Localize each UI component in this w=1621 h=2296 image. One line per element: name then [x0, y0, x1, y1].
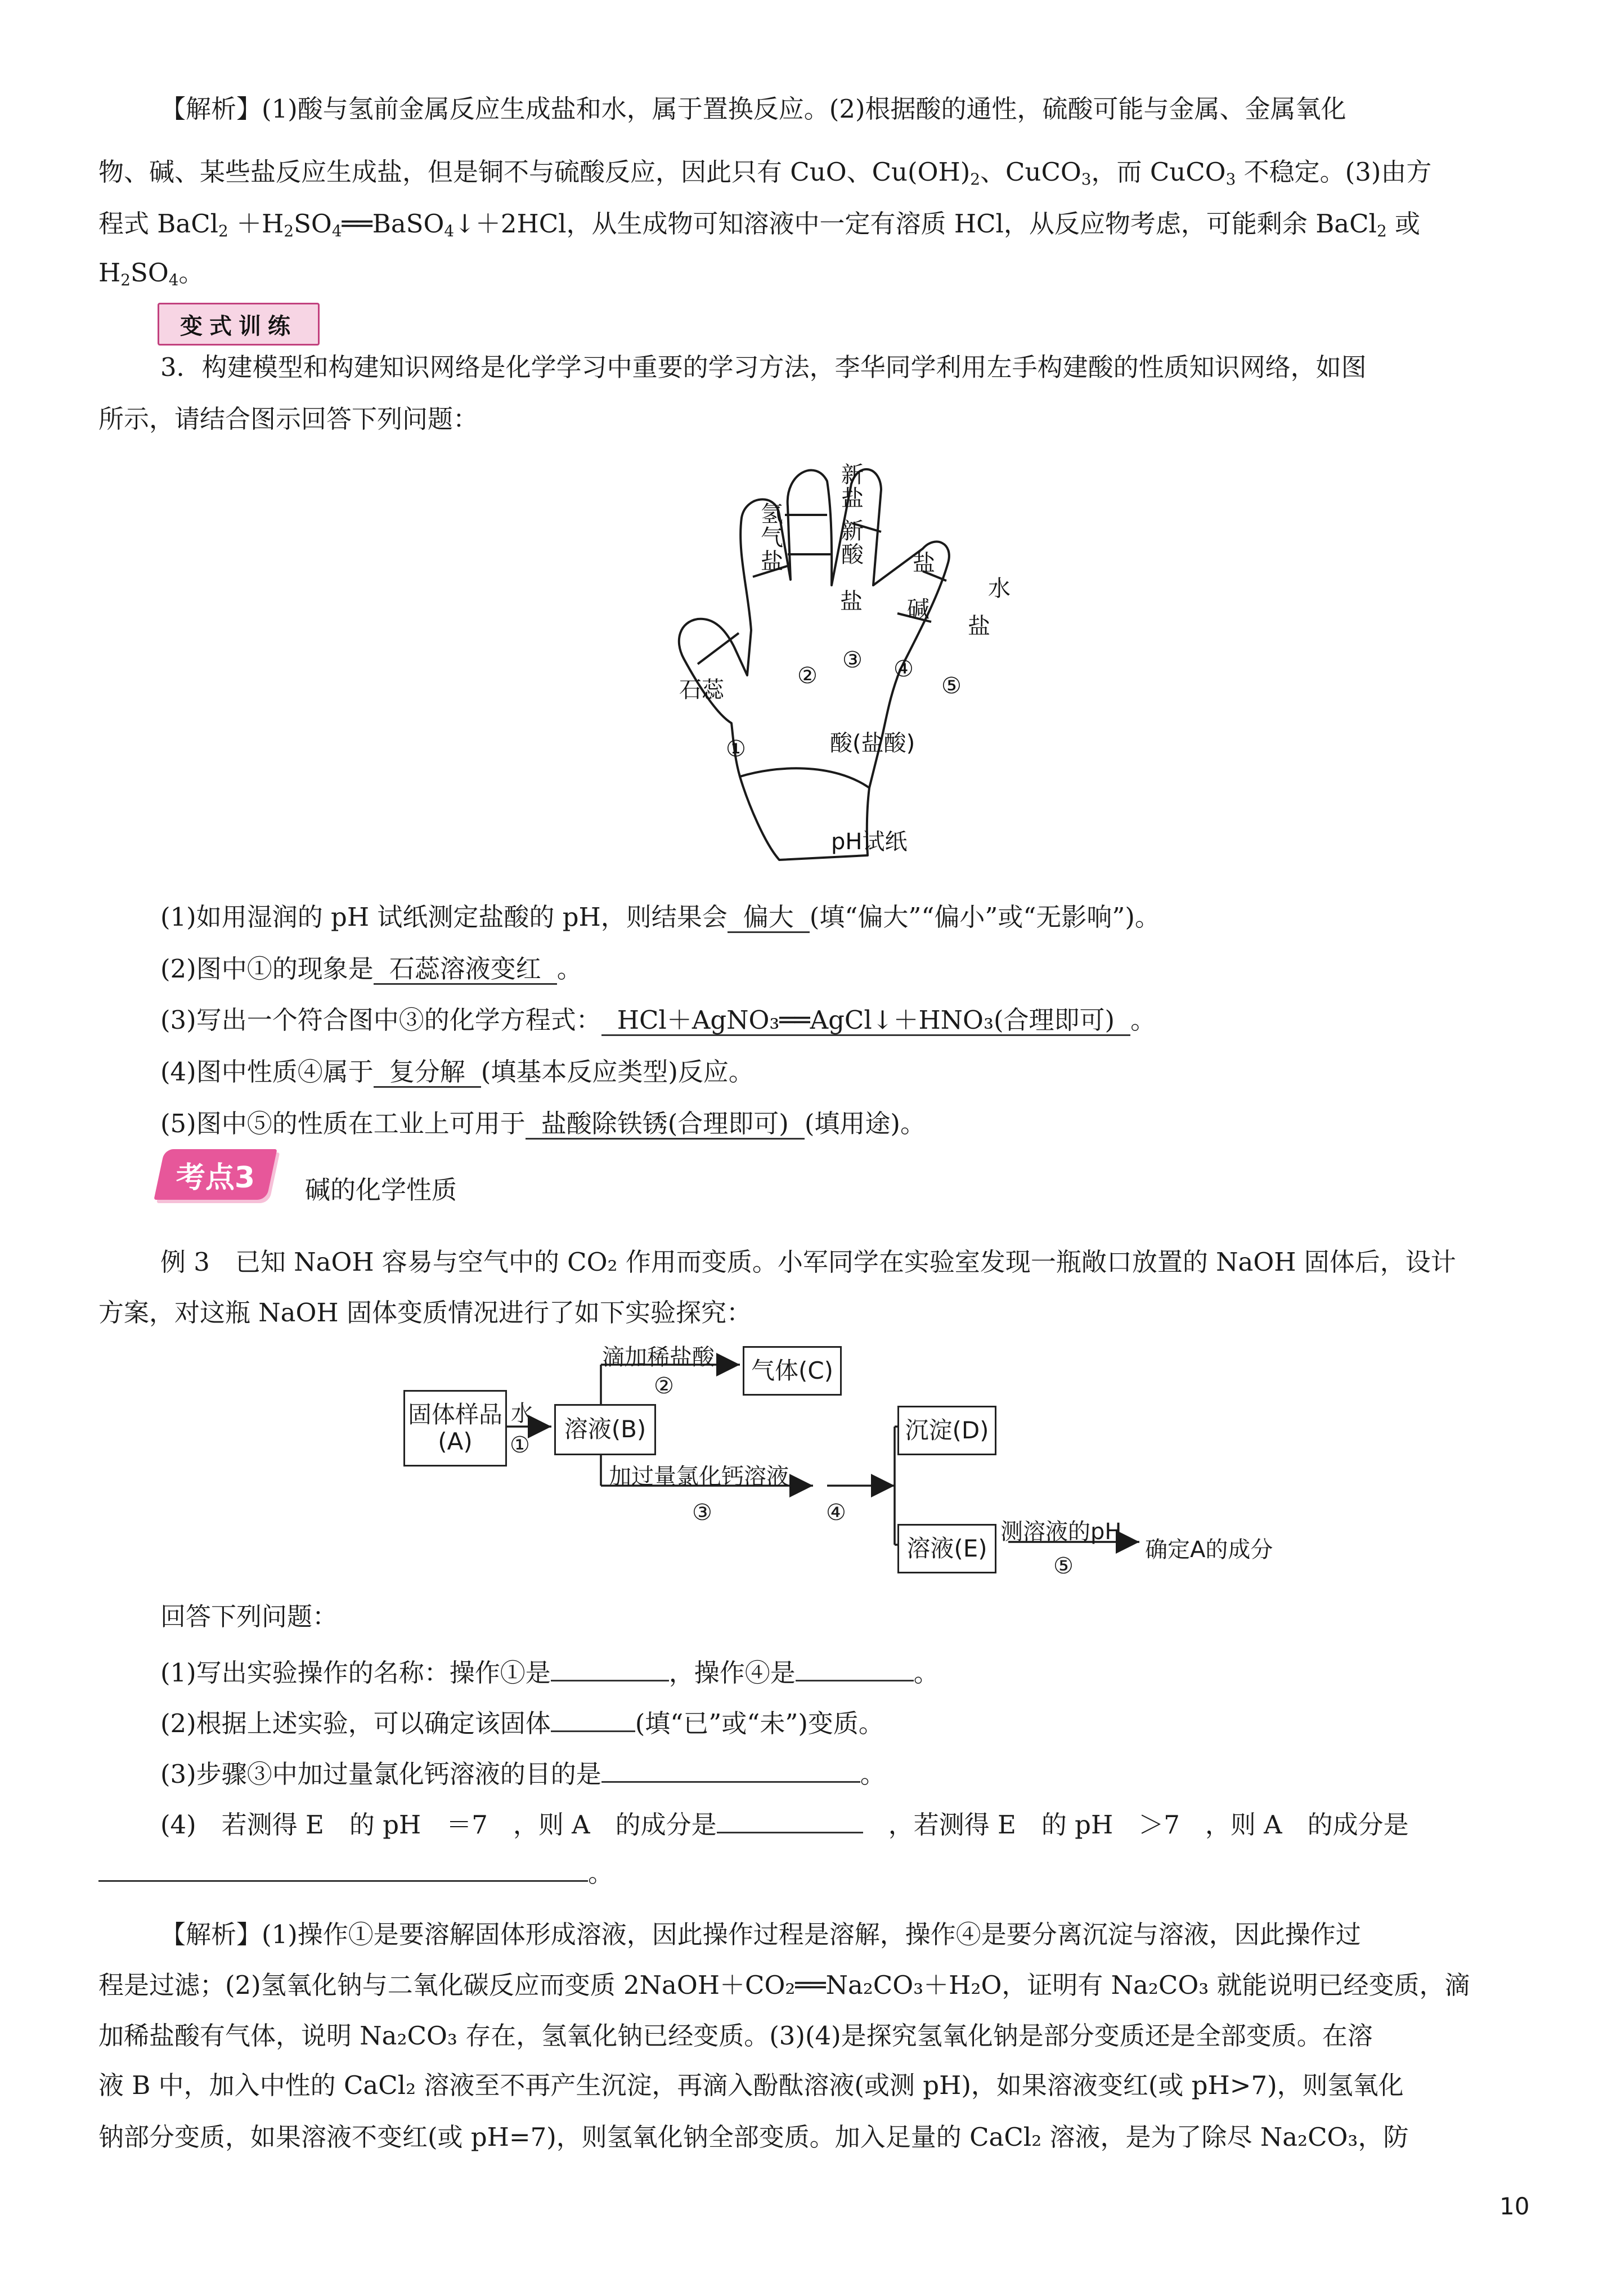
fill-blank[interactable]	[601, 1756, 860, 1783]
analysis-paragraph-1: 【解析】(1)酸与氢前金属反应生成盐和水，属于置换反应。(2)根据酸的通性，硫酸可能与金属、金属氧化	[160, 94, 1346, 124]
flow-box-solid-sample: 固体样品(A)	[403, 1390, 507, 1467]
palm-label: 酸(盐酸)	[830, 730, 915, 756]
flow-label-step-3: ③	[692, 1500, 712, 1526]
circle-5: ⑤	[941, 673, 962, 699]
fill-blank[interactable]	[551, 1654, 669, 1681]
flow-label-step-1: ①	[510, 1432, 530, 1458]
analysis2-line-5: 钠部分变质，如果溶液不变红(或 pH=7)，则氢氧化钠全部变质。加入足量的 CaCl₂ 溶液，是为了除尽 Na₂CO₃，防	[98, 2122, 1409, 2152]
hand-diagram	[664, 450, 979, 889]
flow-label-step-2: ②	[654, 1373, 674, 1399]
flow-label-measure-ph: 测溶液的pH	[1000, 1519, 1122, 1545]
answer-blank-5: 盐酸除铁锈(合理即可)	[526, 1110, 805, 1140]
finger-salt-label: 盐	[840, 589, 863, 615]
variant-training-tag: 变式训练	[158, 303, 320, 346]
ex3-question-4: (4) 若测得 E 的 pH ＝7 ，则 A 的成分是 ，若测得 E 的 pH ＞7 ，则 A 的成分是	[160, 1806, 1409, 1837]
analysis2-line-2: 程是过滤；(2)氢氧化钠与二氧化碳反应而变质 2NaOH＋CO₂══Na₂CO₃＋H₂O，证明有 Na₂CO₃ 就能说明已经变质，滴	[98, 1970, 1470, 2000]
subquestion-5: (5)图中⑤的性质在工业上可用于 盐酸除铁锈(合理即可) (填用途)。	[160, 1109, 926, 1138]
fill-blank[interactable]	[98, 1855, 588, 1882]
answer-blank-1: 偏大	[728, 903, 810, 933]
circle-2: ②	[797, 663, 818, 689]
answer-blank-2: 石蕊溶液变红	[374, 955, 557, 985]
analysis-line-2: 物、碱、某些盐反应生成盐，但是铜不与硫酸反应，因此只有 CuO、$Cu(OH)_2$、CuCO$_3$，而 CuCO$_3$ 不稳定。(3)由方	[98, 157, 1432, 189]
page-number: 10	[1499, 2192, 1530, 2220]
analysis2-line-1: 【解析】(1)操作①是要溶解固体形成溶液，因此操作过程是溶解，操作④是要分离沉淀与溶液，因此操作过	[160, 1920, 1361, 1949]
question-3-stem-2: 所示，请结合图示回答下列问题：	[98, 404, 479, 434]
finger-new-salt-label: 新盐	[841, 462, 864, 512]
finger-new-acid-label: 新酸	[841, 518, 864, 568]
circle-3: ③	[842, 647, 863, 673]
analysis-line-4: $H_2SO_4$。	[98, 258, 204, 289]
answer-intro: 回答下列问题：	[160, 1602, 338, 1631]
finger-salt2-label: 盐	[913, 550, 935, 576]
analysis2-line-4: 液 B 中，加入中性的 CaCl₂ 溶液至不再产生沉淀，再滴入酚酞溶液(或测 pH)，如果溶液变红(或 pH>7)，则氢氧化	[98, 2070, 1404, 2100]
flow-label-step-5: ⑤	[1053, 1553, 1074, 1579]
circle-1: ①	[726, 736, 746, 762]
flow-label-add-acid: 滴加稀盐酸	[602, 1344, 715, 1370]
subquestion-3: (3)写出一个符合图中③的化学方程式： HCl＋AgNO₃══AgCl↓＋HNO₃(合理即可) 。	[160, 1005, 1156, 1035]
fill-blank[interactable]	[551, 1705, 635, 1732]
analysis2-line-3: 加稀盐酸有气体，说明 Na₂CO₃ 存在，氢氧化钠已经变质。(3)(4)是探究氢氧化钠是部分变质还是全部变质。在溶	[98, 2021, 1373, 2051]
subquestion-1: (1)如用湿润的 pH 试纸测定盐酸的 pH，则结果会 偏大 (填“偏大”“偏小”或“无影响”)。	[160, 902, 1160, 932]
flow-box-solution-e: 溶液(E)	[897, 1524, 996, 1573]
analysis-label: 【解析】	[160, 94, 262, 124]
subquestion-4: (4)图中性质④属于 复分解 (填基本反应类型)反应。	[160, 1057, 754, 1087]
analysis-line-3: 程式 BaCl$_2$ $+H_2SO_4══BaSO_4↓+2HCl$，从生成物可知溶液中一定有溶质 HCl，从反应物考虑，可能剩余 BaCl$_2$ 或	[98, 209, 1421, 240]
ex3-question-3: (3)步骤③中加过量氯化钙溶液的目的是 。	[160, 1756, 886, 1787]
ex3-question-4-cont: 。	[98, 1855, 613, 1886]
finger-hydrogen-salt-label: 氢气盐	[761, 501, 783, 575]
section-title: 碱的化学性质	[305, 1175, 457, 1205]
finger-base-label: 碱	[907, 597, 930, 622]
answer-blank-3: HCl＋AgNO₃══AgCl↓＋HNO₃(合理即可)	[601, 1006, 1130, 1036]
answer-blank-4: 复分解	[374, 1058, 481, 1088]
fill-blank[interactable]	[717, 1806, 863, 1833]
question-3-stem-1: 3．构建模型和构建知识网络是化学学习中重要的学习方法，李华同学利用左手构建酸的性质知识网络，如图	[160, 352, 1367, 382]
fill-blank[interactable]	[796, 1654, 914, 1681]
subquestion-2: (2)图中①的现象是 石蕊溶液变红 。	[160, 954, 582, 984]
flow-box-precipitate-d: 沉淀(D)	[897, 1406, 996, 1455]
wrist-label: pH试纸	[831, 829, 908, 855]
flow-label-water: 水	[511, 1401, 533, 1427]
flow-label-result: 确定A的成分	[1145, 1537, 1273, 1563]
ex3-question-2: (2)根据上述实验，可以确定该固体 (填“已”或“未”)变质。	[160, 1705, 884, 1736]
flow-label-add-cacl2: 加过量氯化钙溶液	[609, 1464, 789, 1490]
finger-litmus-label: 石蕊	[679, 677, 724, 703]
circle-4: ④	[893, 656, 914, 682]
finger-water-label: 水	[988, 576, 1011, 602]
example-3-line-2: 方案，对这瓶 NaOH 固体变质情况进行了如下实验探究：	[98, 1298, 752, 1328]
ex3-question-1: (1)写出实验操作的名称：操作①是 ，操作④是 。	[160, 1654, 939, 1685]
example-3-line-1: 例 3 已知 NaOH 容易与空气中的 CO₂ 作用而变质。小军同学在实验室发现一瓶敞口放置的 NaOH 固体后，设计	[160, 1247, 1456, 1277]
section-badge: 考点3	[154, 1149, 277, 1200]
flow-box-gas-c: 气体(C)	[743, 1346, 842, 1396]
flow-label-step-4: ④	[826, 1500, 846, 1526]
flow-box-solution-b: 溶液(B)	[554, 1404, 656, 1455]
finger-salt3-label: 盐	[968, 613, 990, 639]
